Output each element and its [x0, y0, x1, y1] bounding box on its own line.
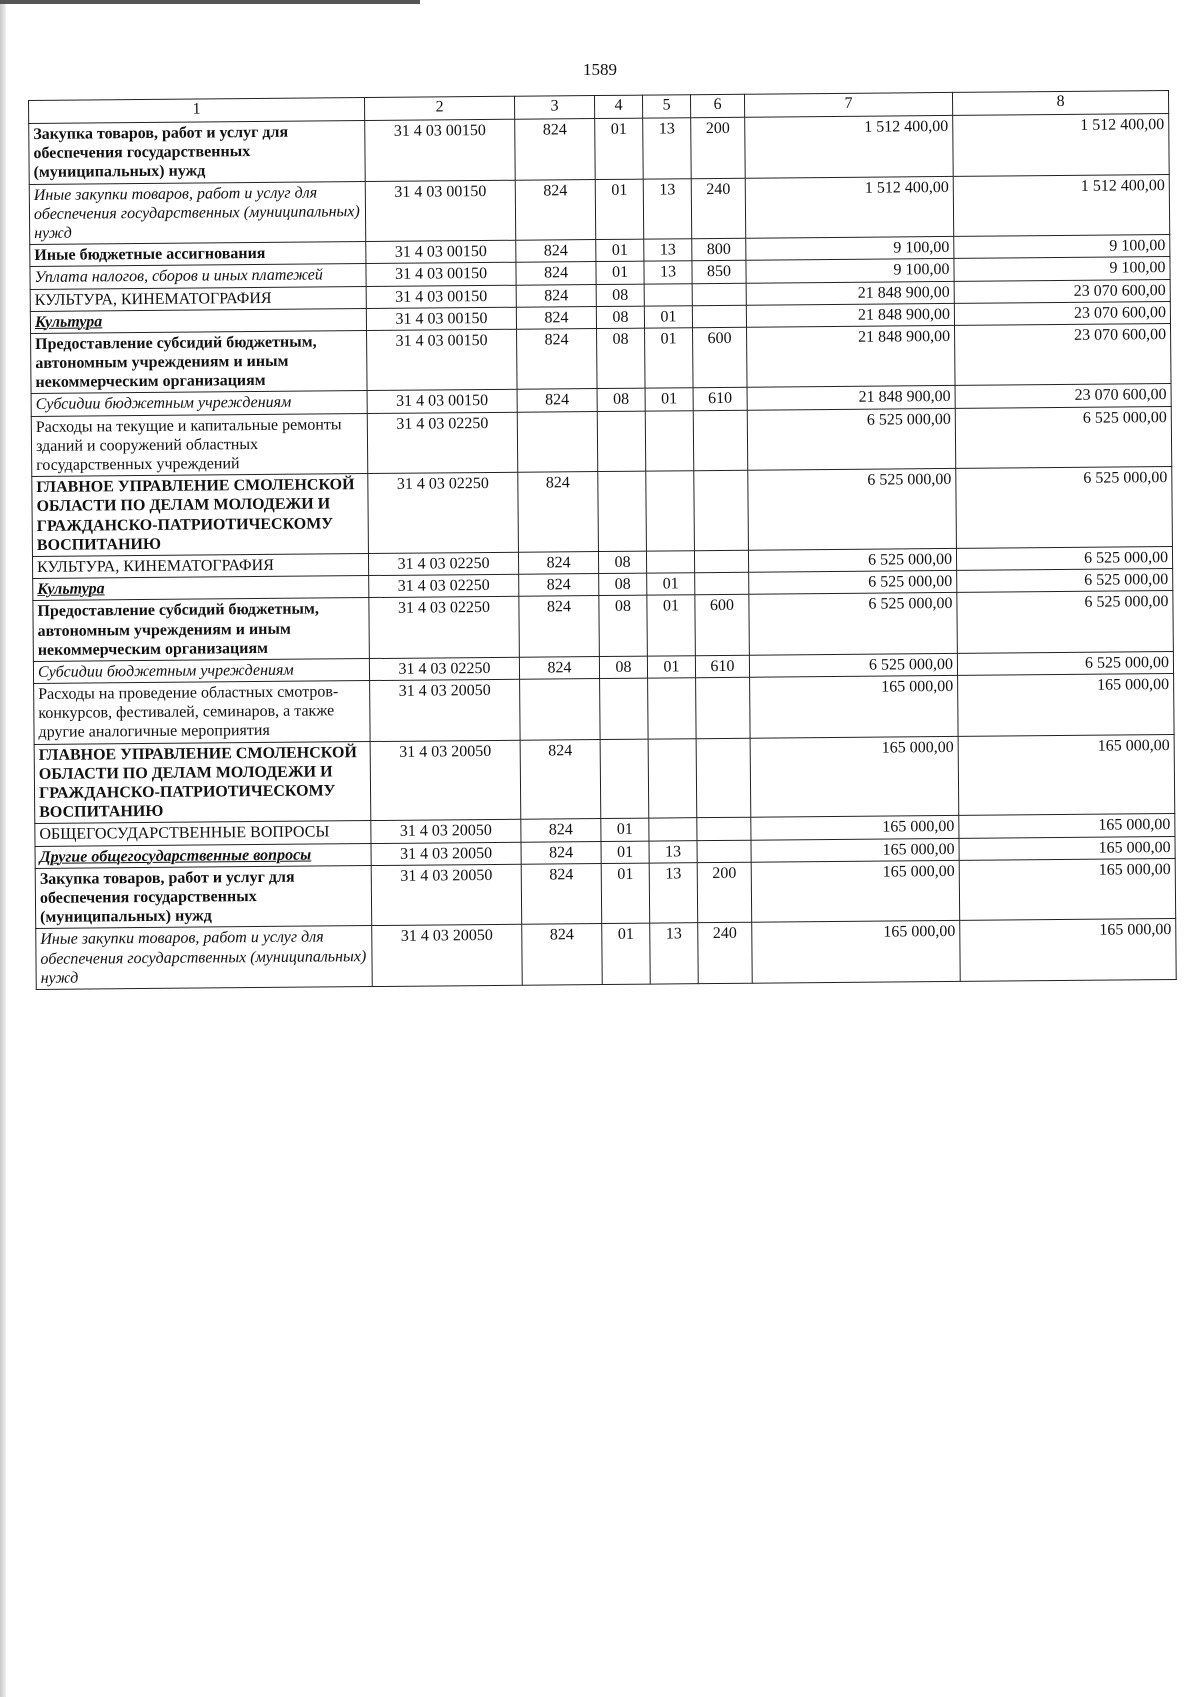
- name-cell: Другие общегосударственные вопросы: [35, 843, 371, 868]
- sum-year2-cell: 23 070 600,00: [954, 301, 1170, 325]
- expense-type-cell: 610: [693, 388, 747, 411]
- sum-year2-cell: 23 070 600,00: [954, 279, 1170, 303]
- name-cell: ГЛАВНОЕ УПРАВЛЕНИЕ СМОЛЕНСКОЙ ОБЛАСТИ ПО ДЕЛАМ МОЛОДЕЖИ И ГРАЖДАНСКО-ПАТРИОТИЧЕСКОМУ ВОСПИТАНИЮ: [32, 474, 369, 557]
- section-cell: 08: [597, 328, 646, 389]
- name-cell: Культура: [30, 308, 366, 333]
- expense-type-cell: [692, 305, 746, 328]
- admin-code-cell: 824: [517, 328, 598, 389]
- admin-code-cell: 824: [519, 596, 600, 657]
- sum-year1-cell: 165 000,00: [752, 921, 961, 983]
- sum-year2-cell: 23 070 600,00: [955, 323, 1172, 385]
- expense-type-cell: 240: [691, 178, 746, 239]
- target-code-cell: 31 4 03 20050: [370, 740, 521, 821]
- table-row: [32, 467, 1173, 557]
- subsection-cell: 01: [647, 656, 695, 679]
- target-code-cell: 31 4 03 00150: [367, 329, 518, 391]
- section-cell: 01: [602, 923, 651, 984]
- target-code-cell: 31 4 03 02250: [368, 552, 518, 575]
- target-code-cell: 31 4 03 20050: [372, 925, 523, 987]
- table-row: [34, 734, 1175, 824]
- expense-type-cell: [695, 572, 749, 595]
- expense-type-cell: 200: [697, 862, 752, 923]
- admin-code-cell: [517, 411, 598, 472]
- name-cell: Расходы на проведение областных смотров-конкурсов, фестивалей, семинаров, а также другие аналогичные мероприятия: [34, 681, 371, 744]
- section-cell: 08: [599, 595, 648, 656]
- target-code-cell: 31 4 03 00150: [365, 180, 516, 242]
- section-cell: 01: [595, 118, 644, 179]
- admin-code-cell: 824: [516, 284, 596, 307]
- name-cell: Предоставление субсидий бюджетным, автономным учреждениям и иным некоммерческим организациям: [33, 598, 370, 661]
- expense-type-cell: [696, 677, 751, 738]
- header-cell-4: 4: [594, 95, 642, 118]
- section-cell: 01: [596, 239, 644, 262]
- subsection-cell: 01: [647, 573, 695, 596]
- sum-year1-cell: 1 512 400,00: [745, 176, 954, 238]
- target-code-cell: 31 4 03 00150: [366, 285, 516, 308]
- target-code-cell: 31 4 03 20050: [371, 820, 521, 843]
- admin-code-cell: 824: [516, 306, 596, 329]
- sum-year2-cell: 6 525 000,00: [957, 591, 1174, 653]
- name-cell: Субсидии бюджетным учреждениям: [33, 658, 369, 683]
- expense-type-cell: [692, 283, 746, 306]
- expense-type-cell: [697, 840, 751, 863]
- target-code-cell: 31 4 03 00150: [365, 119, 516, 181]
- header-cell-8: 8: [952, 91, 1168, 116]
- sum-year2-cell: 165 000,00: [958, 674, 1175, 736]
- admin-code-cell: 824: [521, 863, 602, 924]
- target-code-cell: 31 4 03 00150: [367, 390, 517, 413]
- subsection-cell: 01: [644, 305, 692, 328]
- admin-code-cell: 824: [518, 472, 599, 552]
- admin-code-cell: 824: [518, 551, 598, 574]
- expense-type-cell: [694, 550, 748, 573]
- expense-type-cell: 600: [693, 327, 748, 388]
- sum-year1-cell: 1 512 400,00: [745, 115, 954, 177]
- sum-year2-cell: 1 512 400,00: [953, 174, 1170, 236]
- name-cell: Иные закупки товаров, работ и услуг для обеспечения государственных (муниципальных) нужд: [36, 926, 373, 989]
- subsection-cell: [644, 283, 692, 306]
- header-cell-5: 5: [642, 95, 690, 118]
- table-row: [33, 591, 1173, 662]
- target-code-cell: 31 4 03 02250: [369, 574, 519, 597]
- subsection-cell: 13: [643, 178, 692, 239]
- name-cell: ОБЩЕГОСУДАРСТВЕННЫЕ ВОПРОСЫ: [35, 821, 371, 846]
- admin-code-cell: 824: [516, 240, 596, 263]
- section-cell: 01: [596, 261, 644, 284]
- expense-type-cell: 800: [692, 238, 746, 261]
- name-cell: Уплата налогов, сборов и иных платежей: [30, 264, 366, 289]
- table-row: [35, 858, 1175, 929]
- sum-year2-cell: 6 525 000,00: [956, 467, 1173, 549]
- section-cell: 08: [599, 573, 647, 596]
- table-body: [29, 114, 1177, 990]
- admin-code-cell: [520, 679, 601, 740]
- expense-type-cell: 240: [698, 923, 753, 984]
- section-cell: 08: [599, 656, 647, 679]
- subsection-cell: [646, 551, 694, 574]
- target-code-cell: 31 4 03 02250: [369, 597, 520, 659]
- target-code-cell: 31 4 03 02250: [368, 472, 519, 553]
- expense-type-cell: 610: [695, 655, 749, 678]
- admin-code-cell: 824: [516, 262, 596, 285]
- name-cell: Закупка товаров, работ и услуг для обеспечения государственных (муниципальных) нужд: [35, 865, 372, 928]
- subsection-cell: 13: [649, 840, 697, 863]
- table-row: [29, 174, 1169, 245]
- sum-year2-cell: 9 100,00: [954, 257, 1170, 281]
- target-code-cell: 31 4 03 20050: [371, 864, 522, 926]
- sum-year2-cell: 165 000,00: [959, 836, 1175, 860]
- sum-year1-cell: 165 000,00: [751, 816, 959, 840]
- subsection-cell: 01: [645, 328, 694, 389]
- sum-year1-cell: 165 000,00: [750, 675, 959, 737]
- admin-code-cell: 824: [515, 179, 596, 240]
- sum-year1-cell: 6 525 000,00: [748, 548, 956, 572]
- subsection-cell: 13: [643, 118, 692, 179]
- section-cell: 08: [597, 389, 645, 412]
- section-cell: 08: [598, 551, 646, 574]
- budget-table: [28, 90, 1177, 990]
- name-cell: КУЛЬТУРА, КИНЕМАТОГРАФИЯ: [30, 286, 366, 311]
- target-code-cell: 31 4 03 20050: [371, 842, 521, 865]
- sum-year1-cell: 6 525 000,00: [747, 408, 956, 470]
- expense-type-cell: [694, 470, 749, 550]
- section-cell: [600, 739, 649, 819]
- section-cell: 01: [595, 179, 644, 240]
- sum-year2-cell: 165 000,00: [958, 734, 1175, 816]
- admin-code-cell: 824: [521, 819, 601, 842]
- sum-year1-cell: 21 848 900,00: [747, 386, 955, 410]
- sum-year2-cell: 6 525 000,00: [957, 651, 1173, 675]
- sum-year1-cell: 21 848 900,00: [747, 325, 956, 387]
- admin-code-cell: 824: [521, 841, 601, 864]
- sum-year1-cell: 21 848 900,00: [746, 281, 954, 305]
- name-cell: Предоставление субсидий бюджетным, автономным учреждениям и иным некоммерческим организациям: [31, 330, 368, 393]
- subsection-cell: [645, 410, 694, 471]
- sum-year2-cell: 6 525 000,00: [956, 546, 1172, 570]
- scan-edge: [0, 0, 6, 1697]
- subsection-cell: [649, 818, 697, 841]
- admin-code-cell: 824: [519, 656, 599, 679]
- subsection-cell: [648, 738, 697, 818]
- expense-type-cell: [696, 738, 751, 818]
- table-row: [34, 674, 1174, 745]
- page-number: 1589: [583, 60, 617, 79]
- section-cell: [598, 471, 647, 551]
- target-code-cell: 31 4 03 02250: [369, 657, 519, 680]
- section-cell: 01: [601, 863, 650, 924]
- sum-year1-cell: 165 000,00: [751, 860, 960, 922]
- sum-year1-cell: 6 525 000,00: [749, 653, 957, 677]
- expense-type-cell: [693, 410, 748, 471]
- table-row: [31, 406, 1171, 477]
- subsection-cell: 13: [650, 923, 699, 984]
- sum-year1-cell: 21 848 900,00: [746, 303, 954, 327]
- expense-type-cell: 850: [692, 261, 746, 284]
- table-row: [29, 114, 1169, 185]
- admin-code-cell: 824: [519, 574, 599, 597]
- sum-year2-cell: 165 000,00: [959, 858, 1176, 920]
- target-code-cell: 31 4 03 00150: [366, 307, 516, 330]
- admin-code-cell: 824: [520, 739, 601, 819]
- subsection-cell: 13: [644, 239, 692, 262]
- subsection-cell: [648, 678, 697, 739]
- sum-year1-cell: 9 100,00: [746, 259, 954, 283]
- sum-year2-cell: 6 525 000,00: [957, 569, 1173, 593]
- scan-top-edge: [0, 0, 420, 4]
- admin-code-cell: 824: [522, 924, 603, 985]
- target-code-cell: 31 4 03 00150: [366, 240, 516, 263]
- section-cell: 08: [596, 306, 644, 329]
- sum-year1-cell: 6 525 000,00: [749, 593, 958, 655]
- name-cell: Иные закупки товаров, работ и услуг для обеспечения государственных (муниципальных) нужд: [29, 181, 366, 244]
- name-cell: Субсидии бюджетным учреждениям: [31, 391, 367, 416]
- header-cell-1: 1: [29, 98, 365, 124]
- section-cell: 01: [601, 841, 649, 864]
- name-cell: Расходы на текущие и капитальные ремонты зданий и сооружений областных государственных учреждений: [31, 413, 368, 476]
- sum-year2-cell: 6 525 000,00: [955, 406, 1172, 468]
- subsection-cell: 01: [645, 388, 693, 411]
- name-cell: ГЛАВНОЕ УПРАВЛЕНИЕ СМОЛЕНСКОЙ ОБЛАСТИ ПО ДЕЛАМ МОЛОДЕЖИ И ГРАЖДАНСКО-ПАТРИОТИЧЕСКОМУ ВОСПИТАНИЮ: [34, 741, 371, 824]
- name-cell: Иные бюджетные ассигнования: [30, 242, 366, 267]
- sum-year1-cell: 165 000,00: [751, 838, 959, 862]
- section-cell: 01: [601, 818, 649, 841]
- sum-year1-cell: 6 525 000,00: [749, 571, 957, 595]
- admin-code-cell: 824: [515, 119, 596, 180]
- expense-type-cell: 600: [695, 595, 750, 656]
- subsection-cell: [646, 471, 695, 551]
- name-cell: КУЛЬТУРА, КИНЕМАТОГРАФИЯ: [32, 553, 368, 578]
- sum-year2-cell: 23 070 600,00: [955, 384, 1171, 408]
- sum-year1-cell: 6 525 000,00: [748, 469, 957, 551]
- sum-year2-cell: 165 000,00: [960, 919, 1177, 981]
- section-cell: [597, 411, 646, 472]
- table-row: [31, 323, 1171, 394]
- target-code-cell: 31 4 03 20050: [370, 679, 521, 741]
- header-cell-2: 2: [364, 96, 514, 120]
- name-cell: Культура: [33, 576, 369, 601]
- expense-type-cell: 200: [691, 117, 746, 178]
- sum-year1-cell: 165 000,00: [750, 736, 959, 818]
- header-cell-3: 3: [514, 96, 594, 120]
- header-cell-7: 7: [744, 92, 952, 117]
- section-cell: [600, 678, 649, 739]
- subsection-cell: 13: [649, 862, 698, 923]
- section-cell: 08: [596, 284, 644, 307]
- target-code-cell: 31 4 03 02250: [367, 412, 518, 474]
- sum-year2-cell: 1 512 400,00: [953, 114, 1170, 176]
- admin-code-cell: 824: [517, 389, 597, 412]
- header-cell-6: 6: [690, 94, 744, 117]
- name-cell: Закупка товаров, работ и услуг для обеспечения государственных (муниципальных) нужд: [29, 121, 366, 184]
- target-code-cell: 31 4 03 00150: [366, 263, 516, 286]
- sum-year2-cell: 9 100,00: [954, 235, 1170, 259]
- sum-year1-cell: 9 100,00: [746, 237, 954, 261]
- sum-year2-cell: 165 000,00: [959, 814, 1175, 838]
- subsection-cell: 01: [647, 595, 696, 656]
- expense-type-cell: [697, 818, 751, 841]
- subsection-cell: 13: [644, 261, 692, 284]
- table-row: [36, 919, 1176, 990]
